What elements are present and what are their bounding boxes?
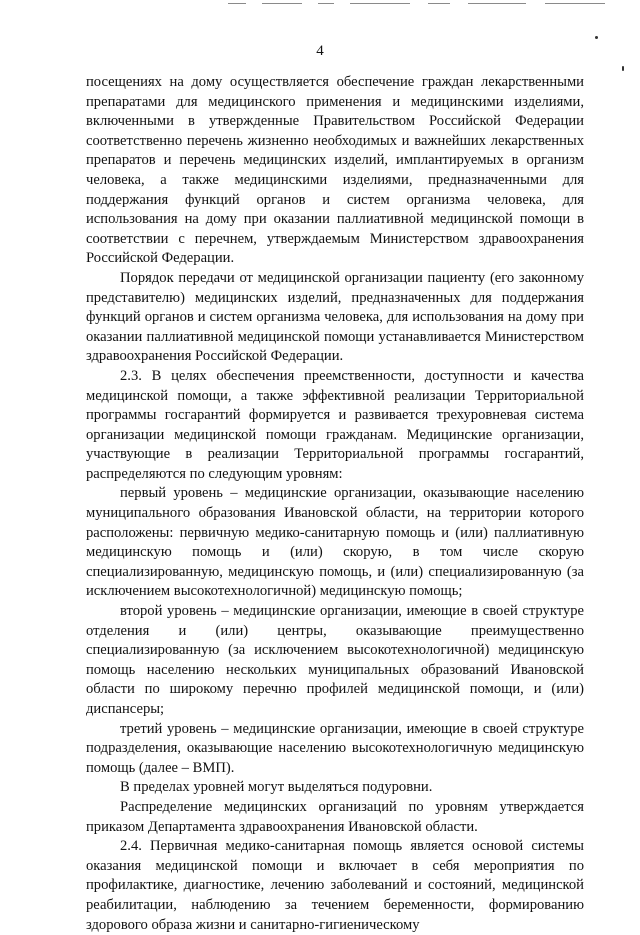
paragraph-continuation: посещениях на дому осуществляется обеспечение граждан лекарственными препаратами для медицинского применения и медицинскими изделиями, включенными в утвержденные Правительством Российской Федерации соответственно перечень жизненно необходимых и важнейших лекарственных препаратов и перечень медицинских изделий, имплантируемых в организм человека, а также медицинскими изделиями, предназначенными для поддержания функций органов и систем организма человека, для использования на дому при оказании паллиативной медицинской помощи в соответствии с перечнем, утверждаемым Министерством здравоохранения Российской Федерации. [86,74,584,267]
paragraph-level-three: третий уровень – медицинские организации, имеющие в своей структуре подразделения, оказывающие населению высокотехнологичную медицинскую помощь (далее – ВМП). [86,720,584,776]
page-number: 4 [316,43,324,59]
paragraph-section-2-3: 2.3. В целях обеспечения преемственности, доступности и качества медицинской помощи, а также эффективной реализации Территориальной программы госгарантий формируется и развивается трехуровневая система организации медицинской помощи гражданам. Медицинские организации, участвующие в реализации Территориальной программы госгарантий, распределяются по следующим уровням: [86,367,584,482]
paragraph-level-two: второй уровень – медицинские организации, имеющие в своей структуре отделения и (или) центры, оказывающие преимущественно специализированную (за исключением высокотехнологичной) медицинскую помощь населению нескольких муниципальных образований Ивановской области по широкому перечню профилей медицинской помощи, и (или) диспансеры; [86,603,584,717]
scan-speck [595,36,598,39]
paragraph-level-one: первый уровень – медицинские организации, оказывающие населению муниципального образования Ивановской области, на территории которого расположены: первичную медико-санитарную помощь и (или) паллиативную медицинскую помощь и (или) скорую, в том числе скорую специализированную, медицинскую помощь, и (или) специализированную (за исключением высокотехнологичной) медицинскую помощь; [86,485,584,600]
paragraph-distribution: Распределение медицинских организаций по уровням утверждается приказом Департамента здравоохранения Ивановской области. [86,798,584,835]
scan-speck [622,66,624,71]
paragraph-transfer-procedure: Порядок передачи от медицинской организации пациенту (его законному представителю) медицинских изделий, предназначенных для поддержания функций органов и систем организма человека, для использования на дому при оказании паллиативной медицинской помощи устанавливается Министерством здравоохранения Российской Федерации. [86,269,584,365]
document-body [86,73,584,935]
paragraph-section-2-4: 2.4. Первичная медико-санитарная помощь является основой системы оказания медицинской помощи и включает в себя мероприятия по профилактике, диагностике, лечению заболеваний и состояний, медицинской реабилитации, наблюдению за течением беременности, формированию здорового образа жизни и санитарно-гигиеническому [86,838,584,933]
scan-edge-artifact [0,3,640,5]
paragraph-sublevels: В пределах уровней могут выделяться подуровни. [120,779,433,796]
